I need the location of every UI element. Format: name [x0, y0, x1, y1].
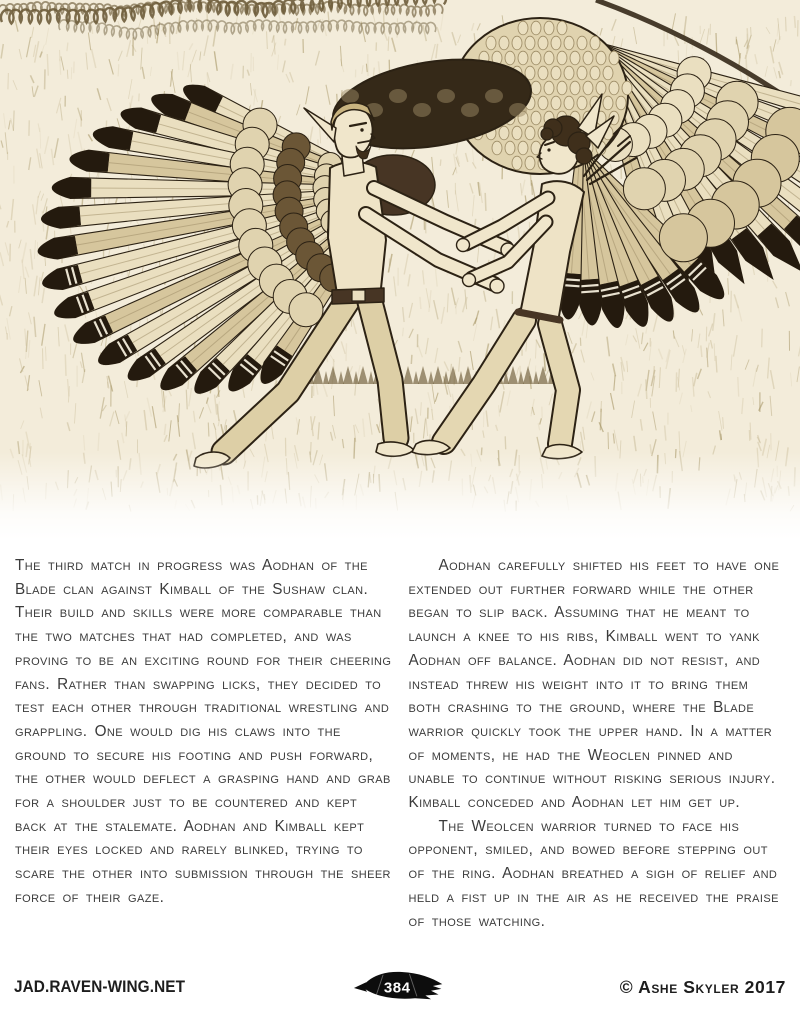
story-paragraph: The Weolcen warrior turned to face his opponent, smiled, and bowed before stepping out of the ring. Aodhan breathed a sigh of relief and held a fist up in the air as he received the praise of those watching. — [408, 817, 779, 930]
story-text — [0, 554, 800, 933]
story-paragraph: The third match in progress was Aodhan of the Blade clan against Kimball of the Sushaw clan. Their build and skills were more comparable than the two matches that had completed, and was proving to be an exciting round for their cheering fans. Rather than swapping licks, they decided to test each other through traditional wrestling and grappling. One would dig his claws into the ground to secure his footing and push forward, the other would deflect a grasping hand and grab for a shoulder just to be countered and kept back at the stalemate. Aodhan and Kimball kept their eyes locked and rarely blinked, trying to scare the other into submission through the sheer force of their gaze. — [15, 557, 392, 906]
site-url: JAD.RAVEN-WING.NET — [14, 977, 186, 996]
page-footer — [0, 964, 800, 1010]
page-number: 384 — [383, 979, 411, 997]
page-number-badge — [353, 969, 447, 1005]
story-paragraph: Aodhan carefully shifted his feet to have one extended out further forward while the other began to slip back. Assuming that he meant to launch a knee to his ribs, Kimball went to yank Aodhan off balance. Aodhan did not resist, and instead threw his weight into it to bring them both crashing to the ground, where the Blade warrior quickly took the upper hand. In a matter of moments, he had the Weoclen pinned and unable to continue without risking serious injury. Kimball conceded and Aodhan let him get up. — [408, 557, 780, 812]
story-column-right — [409, 554, 786, 933]
copyright-text: © Ashe Skyler 2017 — [619, 976, 786, 997]
story-column-left — [15, 554, 392, 933]
